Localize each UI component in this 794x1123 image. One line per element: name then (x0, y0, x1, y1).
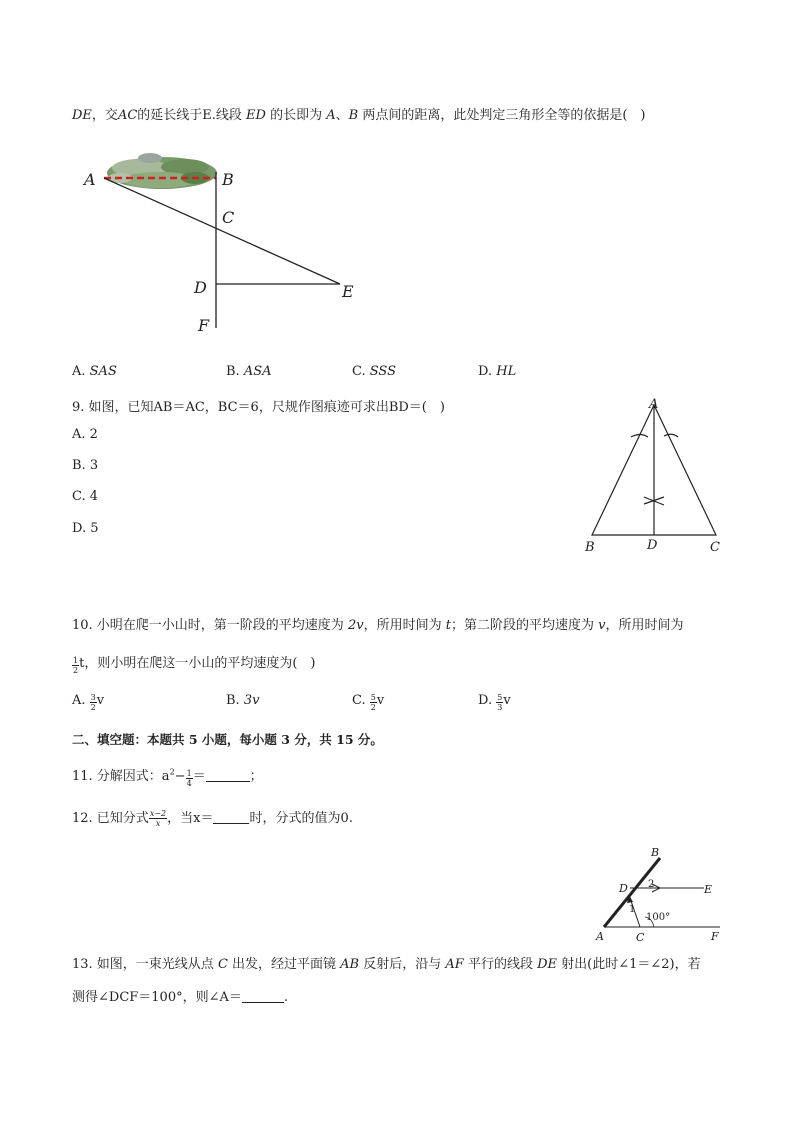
fraction: $\frac{5}{2}$ (370, 693, 376, 712)
label-f: F (711, 930, 719, 943)
fraction: $\frac{3}{2}$ (90, 693, 96, 712)
option-text: HL (496, 364, 517, 379)
label-d: D (194, 278, 207, 297)
q8-seg: A (326, 108, 336, 123)
q8-seg: 、 (335, 108, 349, 123)
answer-blank[interactable] (242, 990, 284, 1003)
q13-line1: 13. 如图，一束光线从点 C 出发，经过平面镜 AB 反射后，沿与 AF 平行的线段 DE 射出(此时∠1＝∠2)，若 (72, 957, 701, 972)
option-letter: B. (226, 364, 244, 379)
label-b: B (222, 170, 234, 189)
q13-line2: 测得∠DCF＝100°，则∠A＝ . (72, 990, 289, 1005)
label-e: E (704, 883, 713, 896)
label-d: D (619, 882, 628, 895)
label-b: B (585, 540, 595, 555)
fraction: $\frac{x-2}{x}$ (149, 809, 167, 828)
q10-seg: ；第二阶段的平均速度为 (450, 618, 599, 633)
q9-stem: 9. 如图，已知AB＝AC，BC＝6，尺规作图痕迹可求出BD＝( ) (72, 400, 445, 415)
label-c: C (222, 208, 235, 227)
label-c: C (710, 540, 720, 555)
q8-seg: 的长即为 (265, 108, 327, 123)
option-letter: A. (72, 364, 90, 379)
q10-seg: 2v (347, 618, 364, 633)
option-text: ASA (243, 364, 272, 379)
q9-option-b[interactable]: B. 3 (72, 458, 99, 473)
q9-option-a[interactable]: A. 2 (72, 427, 98, 442)
fraction: $\frac{1}{2}$ (73, 656, 79, 675)
q10-option-c[interactable]: C. $\frac{5}{2}$ v (352, 693, 385, 712)
label-e: E (342, 282, 354, 301)
q10-seg: ，所用时间为 (605, 618, 684, 633)
q10-seg: v (598, 618, 606, 633)
q10-seg: t (445, 618, 451, 633)
fraction: $\frac{5}{3}$ (497, 693, 503, 712)
q11: 11. 分解因式：$a^2-$ $\frac{1}{4}$ ＝ ； (72, 767, 263, 788)
label-a: A (84, 170, 96, 189)
label-angle-value: 100° (646, 912, 671, 923)
q8-seg: ED (246, 108, 266, 123)
q8-seg: AC (117, 108, 138, 123)
q10-option-d[interactable]: D. $\frac{5}{3}$ v (478, 693, 511, 712)
q10-option-b[interactable]: B. 3v (226, 693, 260, 708)
label-b: B (651, 846, 660, 859)
q10-option-a[interactable]: A. $\frac{3}{2}$ v (72, 693, 105, 712)
q8-seg: B (348, 108, 359, 123)
label-c: C (636, 931, 645, 944)
q8-seg: ，交 (91, 108, 118, 123)
option-text: SSS (369, 364, 397, 379)
section-title: 二、填空题：本题共 5 小题，每小题 3 分，共 15 分。 (72, 732, 383, 747)
option-letter: D. (478, 364, 497, 379)
label-d: D (647, 538, 658, 553)
q9-option-d[interactable]: D. 5 (72, 521, 99, 536)
q9-option-c[interactable]: C. 4 (72, 489, 99, 504)
q10-seg: 10. 小明在爬一小山时，第一阶段的平均速度为 (72, 618, 348, 633)
q8-seg: 的延长线于E.线段 (137, 108, 247, 123)
label-a: A (596, 930, 604, 943)
q8-seg: DE (72, 108, 92, 123)
option-letter: C. (352, 364, 370, 379)
label-angle1: 1 (629, 904, 636, 915)
option-text: SAS (89, 364, 117, 379)
label-a: A (649, 397, 659, 412)
label-angle2: 2 (648, 879, 655, 890)
q12: 12. 已知分式 $\frac{x-2}{x}$ ，当x＝ 时，分式的值为0. (72, 809, 353, 828)
q8-seg: 两点间的距离，此处判定三角形全等的依据是( ) (358, 108, 646, 123)
label-f: F (198, 316, 210, 335)
fraction: $\frac{1}{4}$ (186, 769, 192, 788)
q10-seg: ，所用时间为 (363, 618, 446, 633)
q10-line2-text: t，则小明在爬这一小山的平均速度为( ) (79, 656, 316, 671)
